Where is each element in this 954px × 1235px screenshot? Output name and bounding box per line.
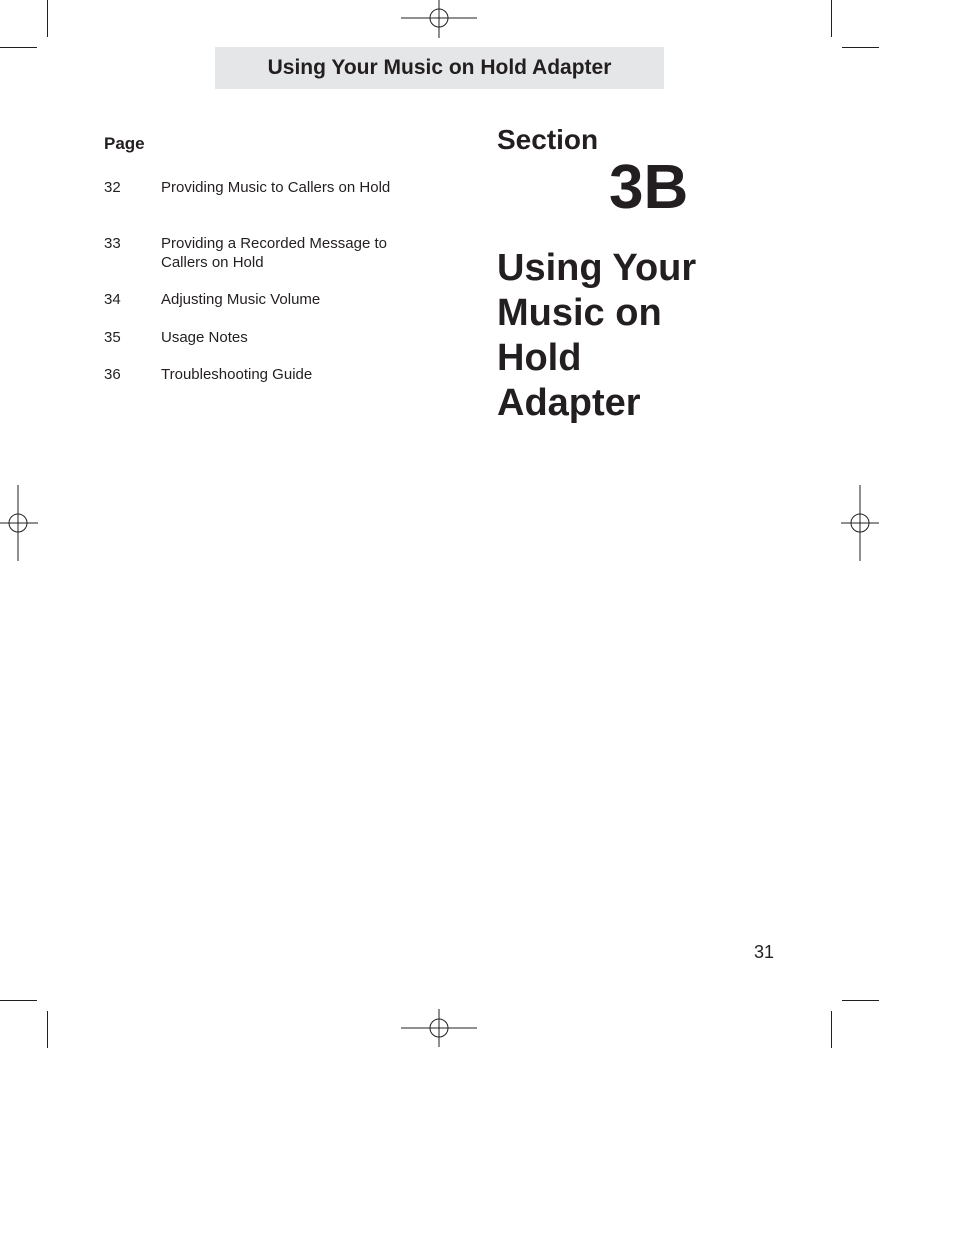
section-title-line: Using Your <box>497 247 697 289</box>
registration-mark-left-icon <box>0 485 76 561</box>
registration-mark-bottom-icon <box>401 1009 477 1085</box>
page-number: 31 <box>754 942 775 962</box>
toc-list <box>104 178 404 385</box>
running-header-title: Using Your Music on Hold Adapter <box>267 56 612 79</box>
toc-page-number: 32 <box>104 179 121 196</box>
toc-item-label: Troubleshooting Guide <box>161 366 313 383</box>
toc-item <box>104 290 404 328</box>
toc-item-label: Usage Notes <box>161 329 248 346</box>
crop-mark-top-right-h <box>842 47 879 48</box>
toc-page-number: 36 <box>104 366 121 383</box>
section-label: Section <box>497 124 599 155</box>
crop-mark-bottom-left-h <box>0 1000 37 1001</box>
toc-page-number: 33 <box>104 235 121 252</box>
toc-heading: Page <box>104 134 145 153</box>
section-number: 3B <box>609 153 689 222</box>
toc-page-number: 34 <box>104 291 121 308</box>
section-title-line: Hold <box>497 337 582 379</box>
crop-mark-bottom-left-v <box>47 1011 48 1048</box>
crop-mark-top-right-v <box>831 0 832 37</box>
registration-mark-right-icon <box>841 485 917 561</box>
crop-mark-top-left-h <box>0 47 37 48</box>
crop-mark-bottom-right-h <box>842 1000 879 1001</box>
crop-mark-top-left-v <box>47 0 48 37</box>
running-header <box>215 47 664 89</box>
toc-item <box>104 234 404 290</box>
toc-item-label: Providing Music to Callers on Hold <box>161 179 391 196</box>
toc-page-number: 35 <box>104 329 121 346</box>
section-title-line: Adapter <box>497 382 641 424</box>
toc-item <box>104 365 404 385</box>
toc-item-label: Providing a Recorded Message to Callers on Hold <box>161 235 387 271</box>
section-title-line: Music on <box>497 292 662 334</box>
toc-item <box>104 178 404 234</box>
crop-mark-bottom-right-v <box>831 1011 832 1048</box>
toc-item-label: Adjusting Music Volume <box>161 291 321 308</box>
toc-item <box>104 328 404 365</box>
section-title <box>497 246 797 426</box>
